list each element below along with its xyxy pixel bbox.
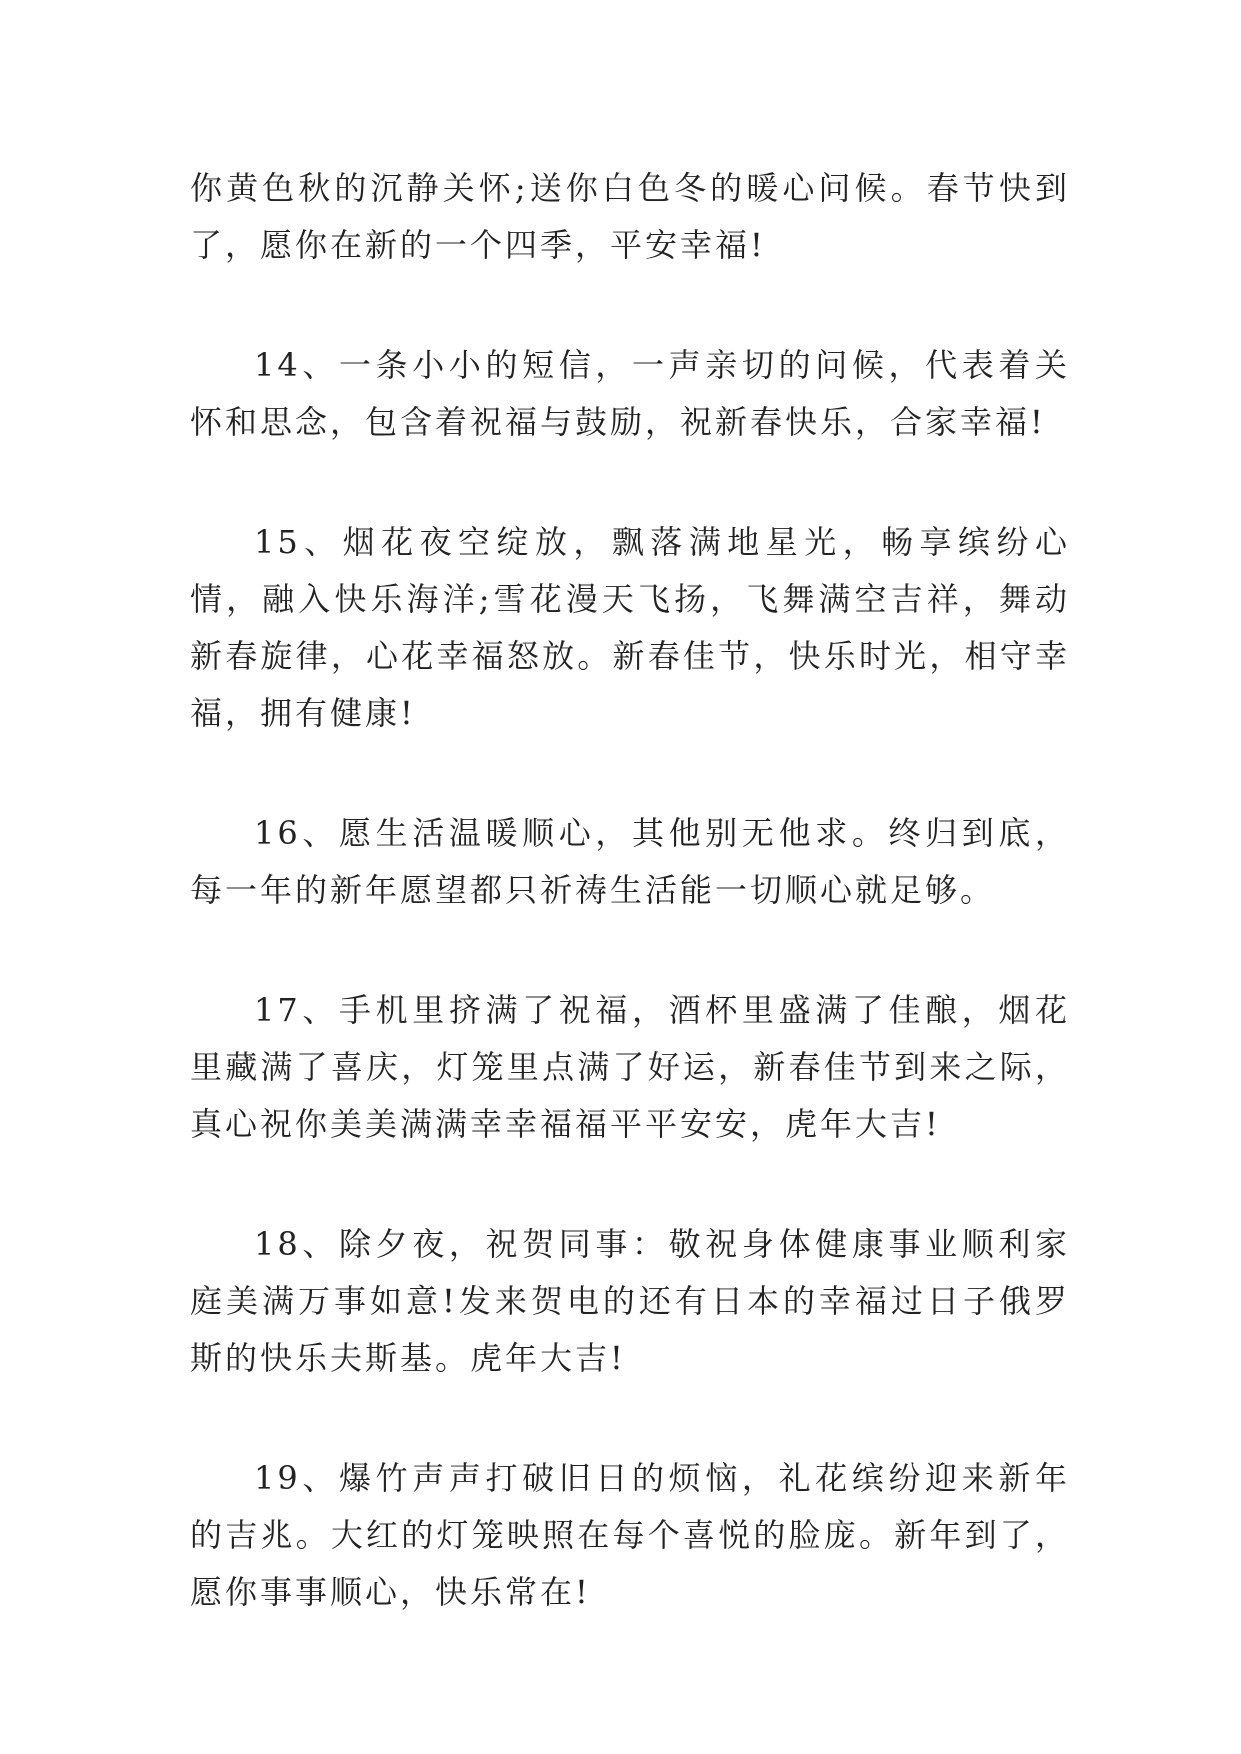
paragraph-continued: 你黄色秋的沉静关怀;送你白色冬的暖心问候。春节快到了，愿你在新的一个四季，平安幸福!	[190, 169, 1070, 264]
paragraph-14: 14、一条小小的短信，一声亲切的问候，代表着关怀和思念，包含着祝福与鼓励，祝新春快乐，合家幸福!	[190, 346, 1070, 441]
paragraph-15: 15、烟花夜空绽放，飘落满地星光，畅享缤纷心情，融入快乐海洋;雪花漫天飞扬，飞舞满空吉祥，舞动新春旋律，心花幸福怒放。新春佳节，快乐时光，相守幸福，拥有健康!	[190, 523, 1070, 732]
paragraph-16: 16、愿生活温暖顺心，其他别无他求。终归到底，每一年的新年愿望都只祈祷生活能一切顺心就足够。	[190, 814, 1070, 909]
paragraph-18: 18、除夕夜，祝贺同事：敬祝身体健康事业顺利家庭美满万事如意!发来贺电的还有日本的幸福过日子俄罗斯的快乐夫斯基。虎年大吉!	[190, 1225, 1070, 1377]
paragraph-17: 17、手机里挤满了祝福，酒杯里盛满了佳酿，烟花里藏满了喜庆，灯笼里点满了好运，新春佳节到来之际，真心祝你美美满满幸幸福福平平安安，虎年大吉!	[190, 991, 1070, 1143]
paragraph-19: 19、爆竹声声打破旧日的烦恼，礼花缤纷迎来新年的吉兆。大红的灯笼映照在每个喜悦的脸庞。新年到了，愿你事事顺心，快乐常在!	[190, 1459, 1070, 1611]
document-body	[190, 160, 1070, 1684]
